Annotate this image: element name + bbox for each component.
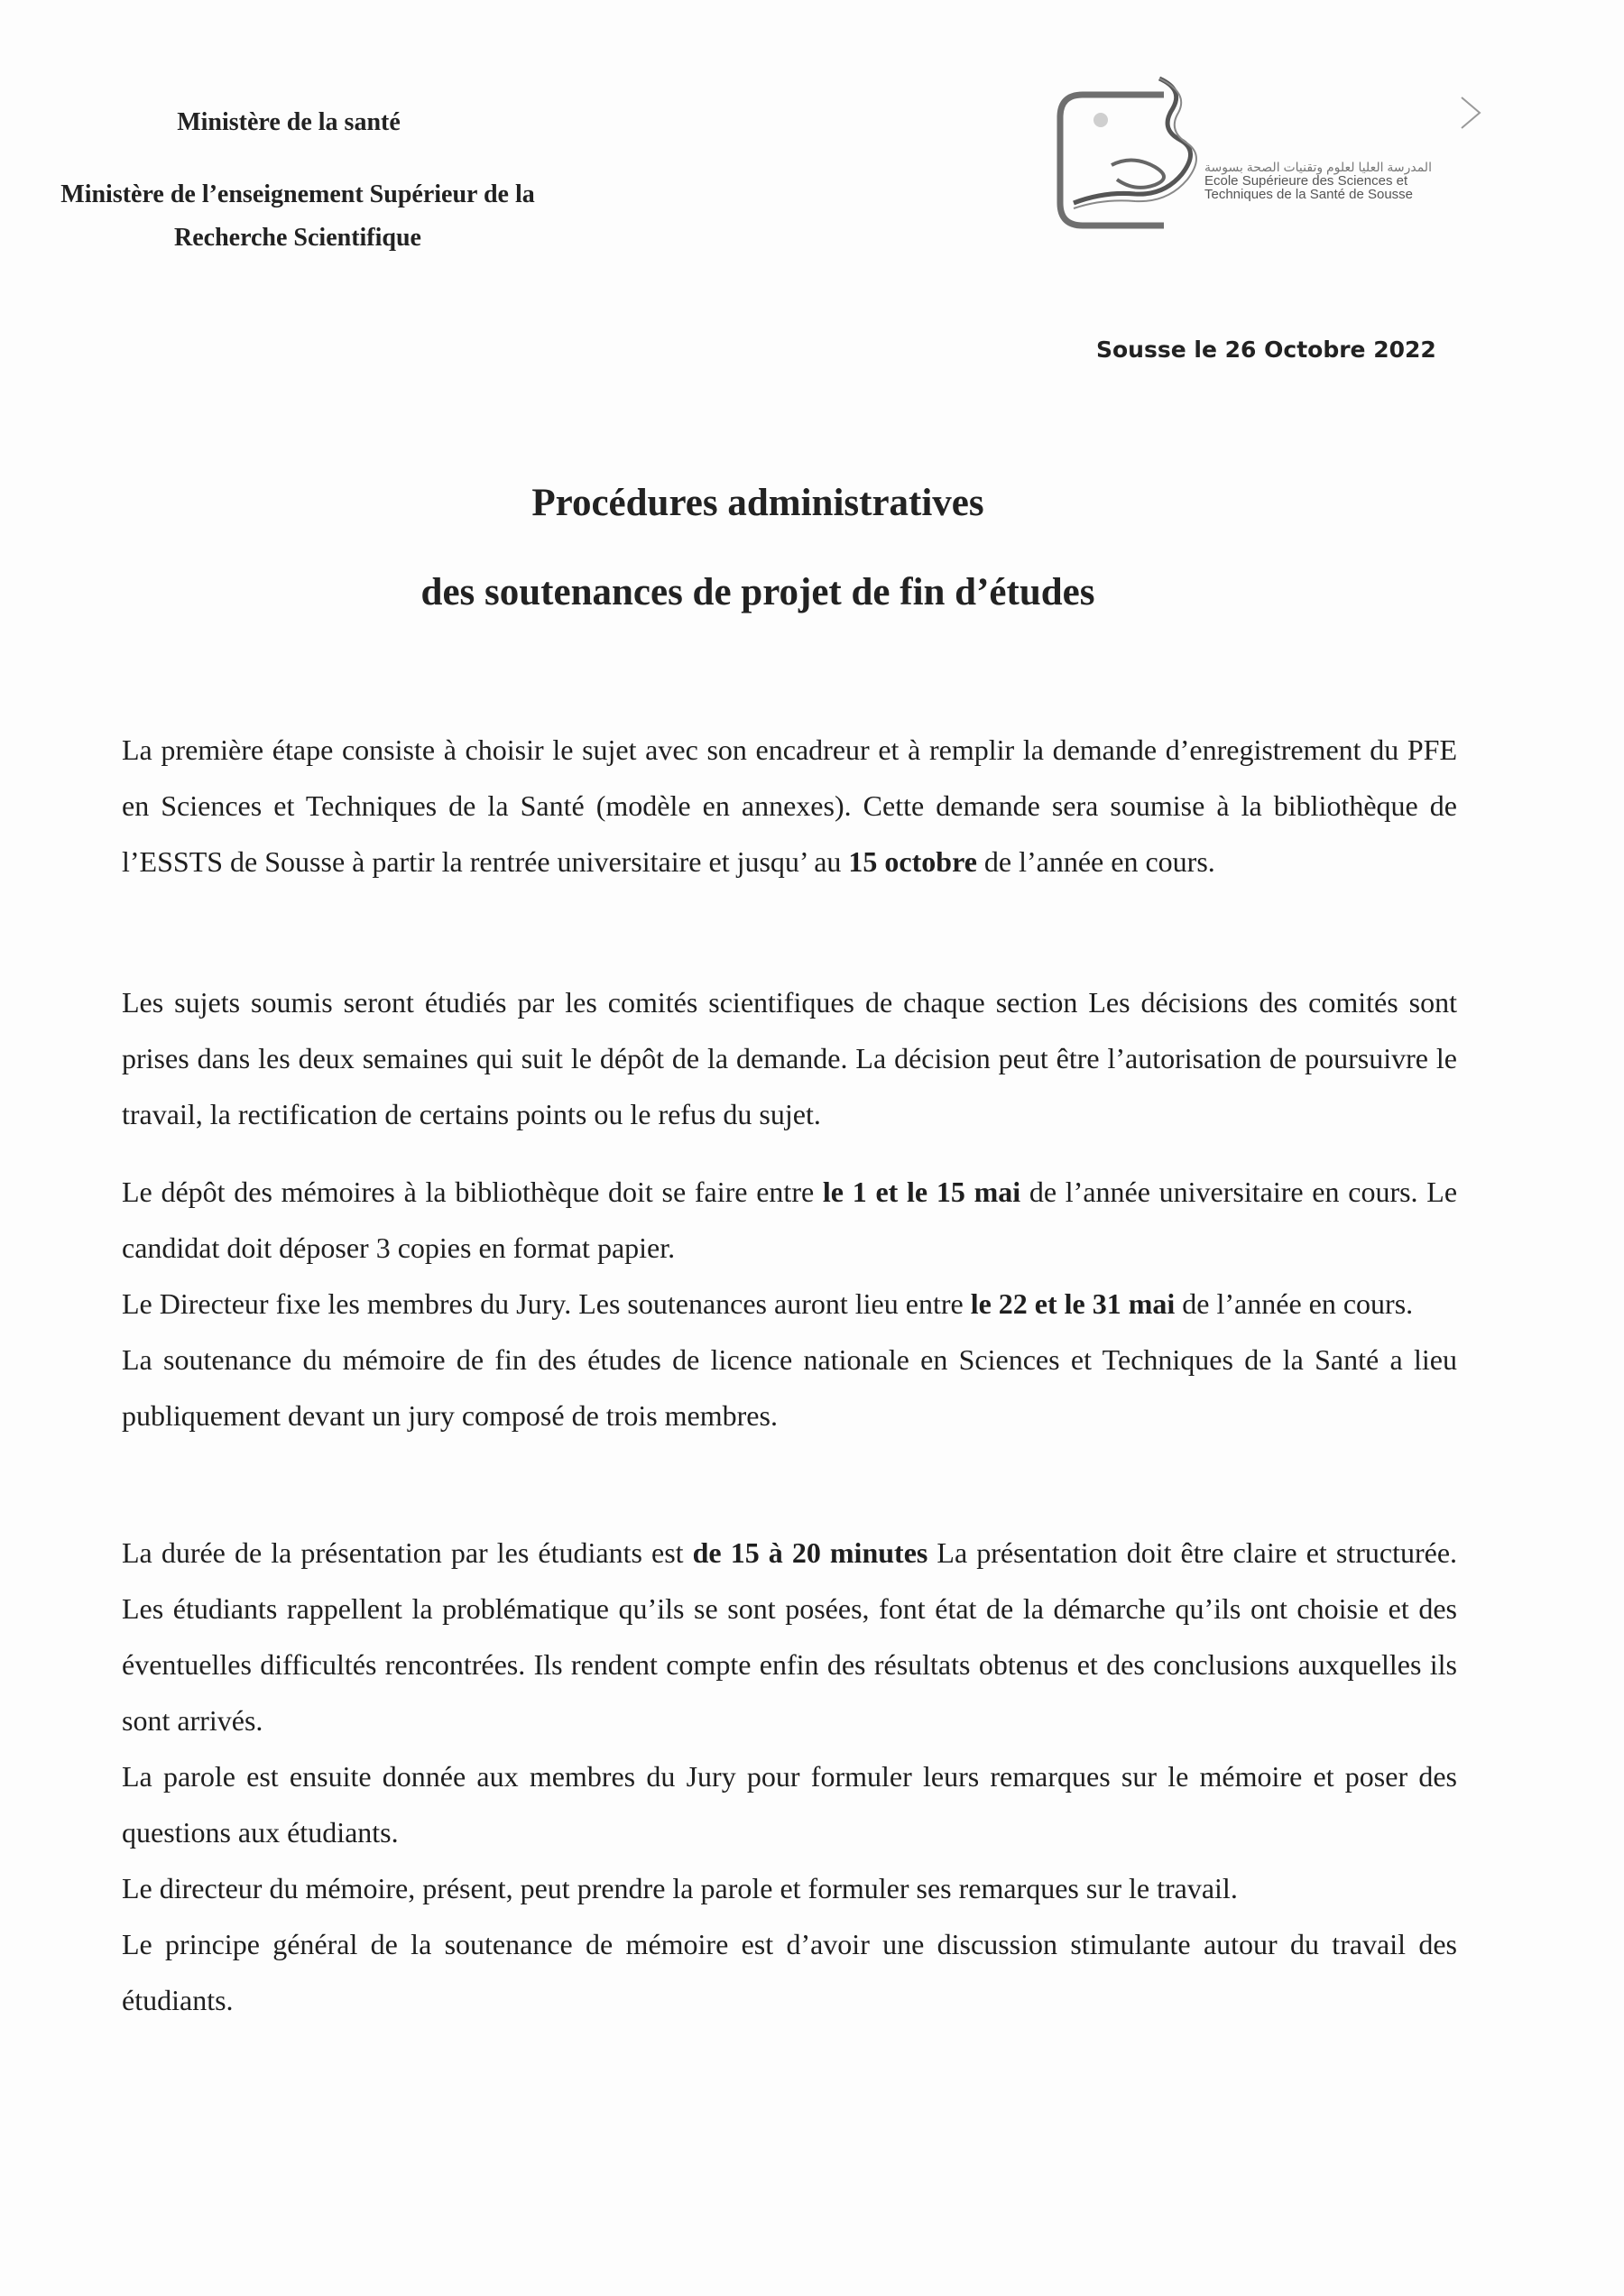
logo-caption-line1: Ecole Supérieure des Sciences et: [1204, 173, 1408, 189]
logo-caption: [1204, 161, 1484, 201]
text-span: La présentation doit être claire et structurée. Les étudiants rappellent la problématique qu’ils se sont posées, font état de la démarche qu’ils ont choisie et des éventuelles difficultés rencontrées. Ils rendent compte enfin des résultats obtenus et des conclusions auxquelles ils sont arrivés.: [122, 1536, 1458, 1737]
ministry-education-heading: Ministère de l’enseignement Supérieur de la Recherche Scientifique: [60, 180, 535, 252]
text-span: La durée de la présentation par les étudiants est: [122, 1536, 693, 1569]
logo-caption-arabic: المدرسة العليا لعلوم وتقنيات الصحة بسوسة: [1204, 160, 1432, 174]
bold-deadline: 15 octobre: [848, 845, 977, 878]
text-span: La soutenance du mémoire de fin des études de licence nationale en Sciences et Techniques de la Santé a lieu publiquement devant un jury composé de trois membres.: [122, 1343, 1457, 1432]
document-title-line1: Procédures administratives: [531, 482, 984, 524]
bold-deposit-dates: le 1 et le 15 mai: [822, 1176, 1021, 1208]
ministry-health-heading: Ministère de la santé: [177, 108, 401, 136]
paragraph-review: [122, 974, 1457, 1142]
text-span: La parole est ensuite donnée aux membres du Jury pour formuler leurs remarques sur le mémoire et poser des questions aux étudiants.: [122, 1760, 1457, 1849]
text-span: Le principe général de la soutenance de mémoire est d’avoir une discussion stimulante autour du travail des étudiants.: [122, 1928, 1457, 2016]
text-span: de l’année en cours.: [1175, 1287, 1414, 1320]
paragraph-deposit: [122, 1164, 1457, 1443]
bold-defense-dates: le 22 et le 31 mai: [970, 1287, 1176, 1320]
document-date: Sousse le 26 Octobre 2022: [1096, 337, 1436, 363]
document-title-line2: des soutenances de projet de fin d’études: [420, 571, 1095, 613]
text-span: La première étape consiste à choisir le sujet avec son encadreur et à remplir la demande d’enregistrement du PFE en Sciences et Techniques de la Santé (modèle en annexes). Cette demande sera soumise à la bibliothèque de l’ESSTS de Sousse à partir la rentrée universitaire et jusqu’ au: [122, 733, 1457, 878]
text-span: Le dépôt des mémoires à la bibliothèque doit se faire entre: [122, 1176, 823, 1208]
text-span: de l’année en cours.: [976, 845, 1215, 878]
paragraph-registration: [122, 722, 1457, 890]
text-span: Le Directeur fixe les membres du Jury. Les soutenances auront lieu entre: [122, 1287, 971, 1320]
paragraph-presentation: [122, 1525, 1457, 2028]
logo-emblem-icon: [1029, 68, 1498, 239]
school-logo: [1029, 68, 1498, 239]
text-span: Les sujets soumis seront étudiés par les comités scientifiques de chaque section Les décisions des comités sont prises dans les deux semaines qui suit le dépôt de la demande. La décision peut être l’autorisation de poursuivre le travail, la rectification de certains points ou le refus du sujet.: [122, 986, 1457, 1130]
text-span: de l’année universitaire en cours. Le candidat doit déposer 3 copies en format papier.: [122, 1176, 1458, 1264]
logo-caption-line2: Techniques de la Santé de Sousse: [1204, 187, 1413, 202]
text-span: Le directeur du mémoire, présent, peut prendre la parole et formuler ses remarques sur le travail.: [122, 1872, 1238, 1904]
bold-duration: de 15 à 20 minutes: [692, 1536, 928, 1569]
